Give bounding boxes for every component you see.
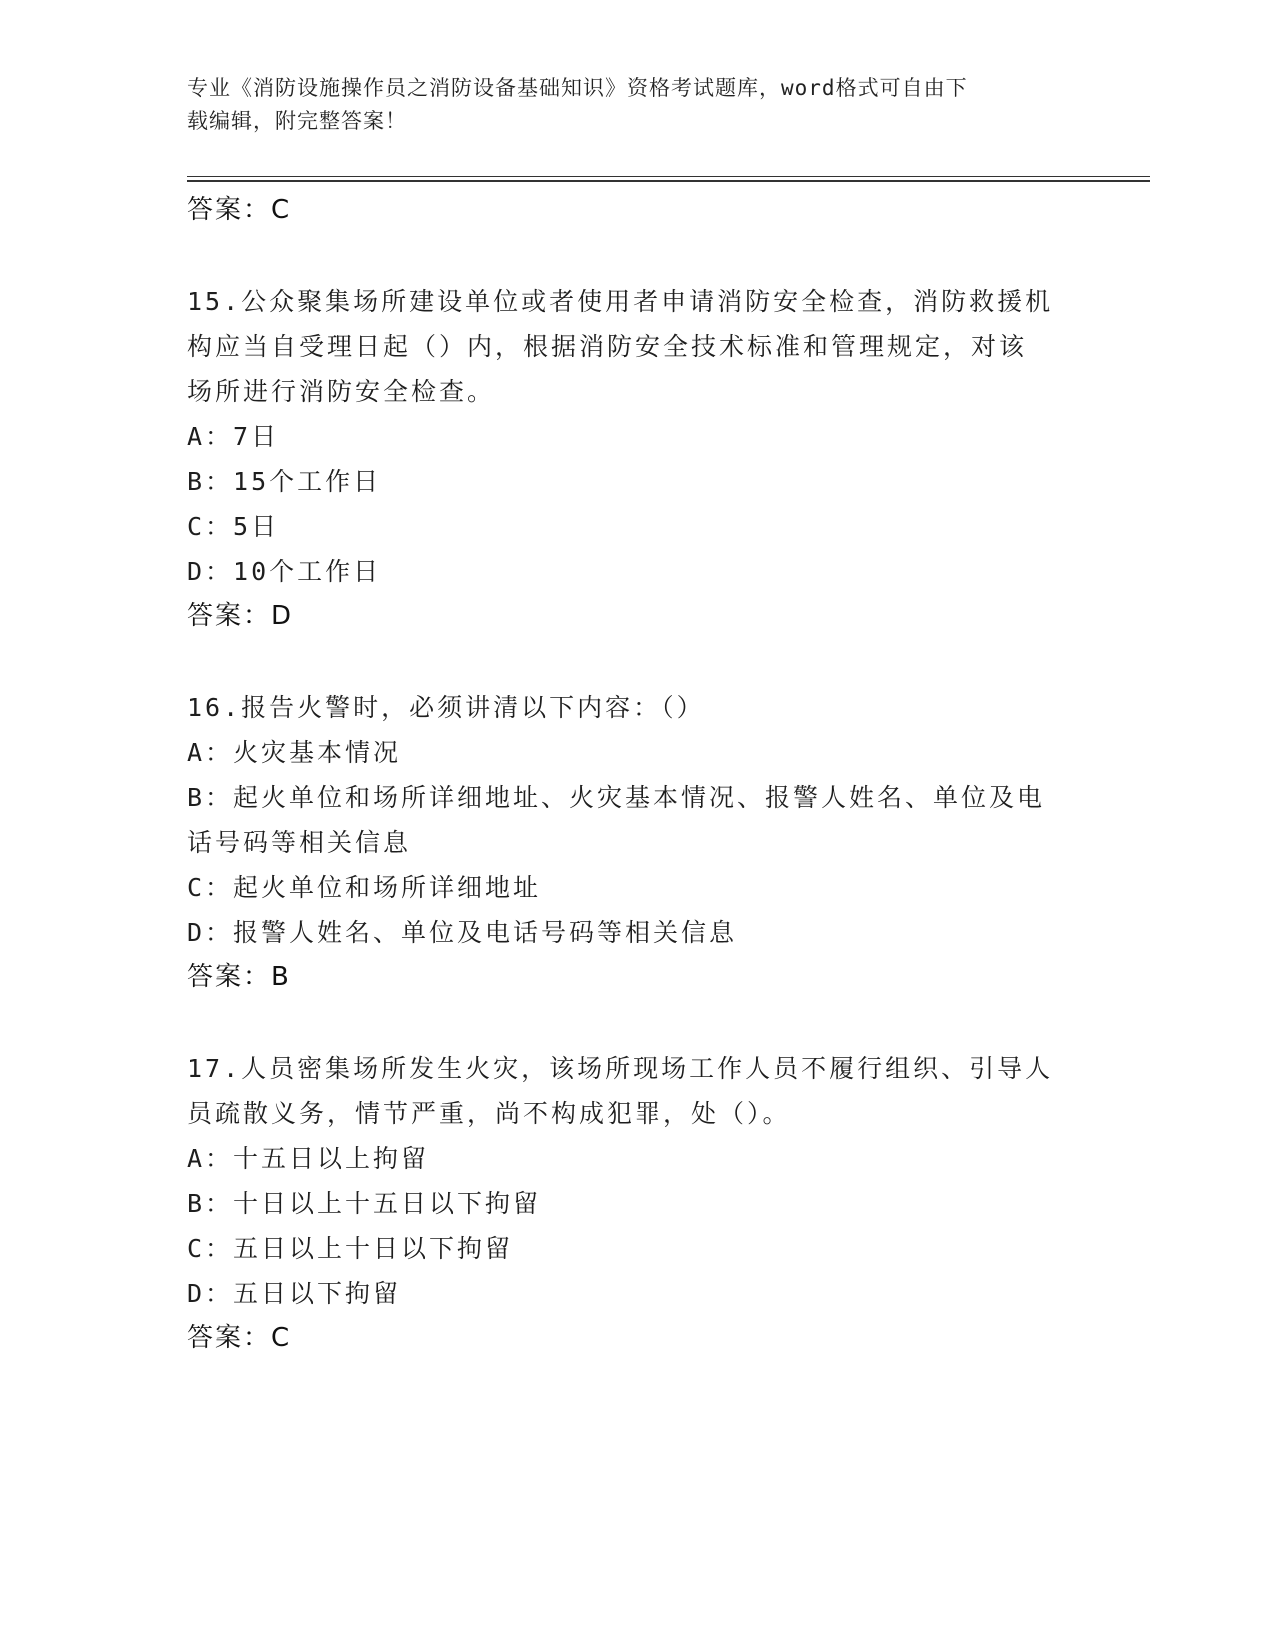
question-stem-line: 构应当自受理日起（）内，根据消防安全技术标准和管理规定，对该 — [187, 332, 1028, 361]
header-line-2: 载编辑，附完整答案！ — [187, 109, 407, 133]
answer-label: 答案：B — [187, 962, 291, 992]
question-stem-line: 15.公众聚集场所建设单位或者使用者申请消防安全检查，消防救援机 — [187, 287, 1054, 316]
option-c: C：五日以上十日以下拘留 — [187, 1234, 514, 1263]
option-b: B：15个工作日 — [187, 467, 382, 496]
header-divider — [187, 176, 1150, 182]
option-d: D：报警人姓名、单位及电话号码等相关信息 — [187, 918, 738, 947]
question-15 — [187, 279, 1087, 639]
option-b: B：起火单位和场所详细地址、火灾基本情况、报警人姓名、单位及电 — [187, 783, 1046, 812]
answer-label: 答案：D — [187, 601, 294, 631]
option-c: C：起火单位和场所详细地址 — [187, 873, 542, 902]
question-stem-line: 场所进行消防安全检查。 — [187, 377, 496, 406]
question-list — [187, 188, 1087, 1361]
document-header — [187, 72, 1067, 138]
option-a: A：7日 — [187, 422, 280, 451]
header-line-1: 专业《消防设施操作员之消防设备基础知识》资格考试题库，word格式可自由下 — [187, 76, 968, 100]
answer-label: 答案：C — [187, 1323, 292, 1353]
option-b-continued: 话号码等相关信息 — [187, 828, 412, 857]
option-c: C：5日 — [187, 512, 280, 541]
option-b: B：十日以上十五日以下拘留 — [187, 1189, 542, 1218]
question-stem-line: 17.人员密集场所发生火灾，该场所现场工作人员不履行组织、引导人 — [187, 1054, 1054, 1083]
question-stem-line: 员疏散义务，情节严重，尚不构成犯罪，处（）。 — [187, 1099, 791, 1128]
previous-answer: 答案：C — [187, 195, 292, 225]
question-17 — [187, 1046, 1087, 1361]
option-d: D：五日以下拘留 — [187, 1279, 402, 1308]
question-16 — [187, 685, 1087, 1000]
option-a: A：十五日以上拘留 — [187, 1144, 430, 1173]
question-stem-line: 16.报告火警时，必须讲清以下内容：（） — [187, 693, 705, 722]
option-d: D：10个工作日 — [187, 557, 382, 586]
option-a: A：火灾基本情况 — [187, 738, 402, 767]
